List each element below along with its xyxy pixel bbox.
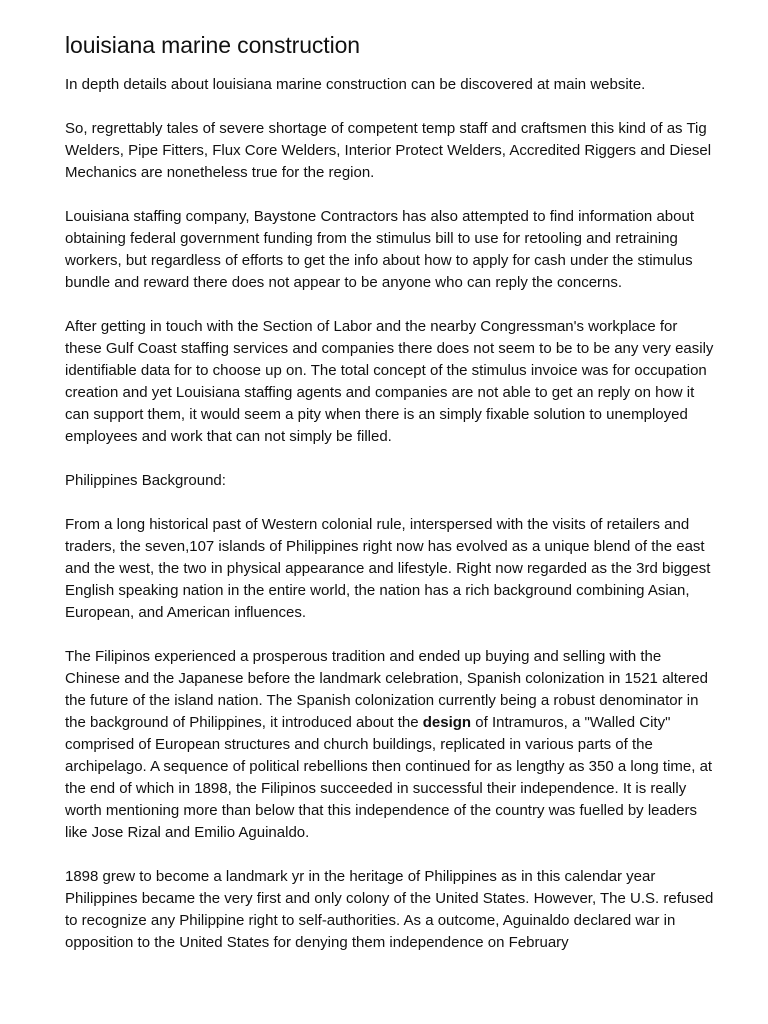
paragraph-intro: In depth details about louisiana marine construction can be discovered at main website. [65, 76, 646, 93]
paragraph-spanish-colonization [65, 646, 718, 844]
paragraph-colonial-history: From a long historical past of Western colonial rule, interspersed with the visits of retailers and traders, the seven,107 islands of Philippines right now has evolved as a unique blend of the east and the west, the two in physical appearance and lifestyle. Right now regarded as the 3rd biggest English speaking nation in the entire world, the nation has a rich background combining Asian, European, and American influences. [65, 516, 711, 621]
section-heading-philippines-background: Philippines Background: [65, 472, 226, 489]
paragraph-labor-section: After getting in touch with the Section of Labor and the nearby Congressman's workplace for these Gulf Coast staffing services and companies there does not seem to be to be any very easily identifiable data for to choose up on. The total concept of the stimulus invoice was for occupation creation and yet Louisiana staffing agents and companies are not able to get an reply on how it can support them, it would seem a pity when there is an simply fixable solution to unemployed employees and work that can not simply be filled. [65, 318, 714, 445]
paragraph-text-after: of Intramuros, a "Walled City" comprised of European structures and church buildings, replicated in various parts of the archipelago. A sequence of political rebellions then continued for as lengthy as 350 a long time, at the end of which in 1898, the Filipinos succeeded in successful their independence. It is really worth mentioning more than below that this independence of the country was fuelled by leaders like Jose Rizal and Emilio Aguinaldo. [65, 714, 713, 841]
page-title: louisiana marine construction [65, 32, 360, 58]
paragraph-text-before: The Filipinos experienced a prosperous tradition and ended up buying and selling with the Chinese and the Japanese before the landmark celebration, Spanish colonization in 1521 altered the future of the island nation. The Spanish colonization currently being a robust denominator in the background of Philippines, it introduced about the [65, 648, 708, 731]
paragraph-1898-landmark: 1898 grew to become a landmark yr in the heritage of Philippines as in this calendar year Philippines became the very first and only colony of the United States. However, The U.S. refused to recognize any Philippine right to self-authorities. As a outcome, Aguinaldo declared war in opposition to the United States for denying them independence on February [65, 868, 714, 951]
paragraph-shortage: So, regrettably tales of severe shortage of competent temp staff and craftsmen this kind of as Tig Welders, Pipe Fitters, Flux Core Welders, Interior Protect Welders, Accredited Riggers and Diesel Mechanics are nonetheless true for the region. [65, 120, 712, 181]
bold-keyword-design: design [422, 714, 472, 731]
paragraph-staffing-company: Louisiana staffing company, Baystone Contractors has also attempted to find information about obtaining federal government funding from the stimulus bill to use for retooling and retraining workers, but regardless of efforts to get the info about how to apply for cash under the stimulus bundle and reward there does not appear to be anyone who can reply the concerns. [65, 208, 694, 291]
